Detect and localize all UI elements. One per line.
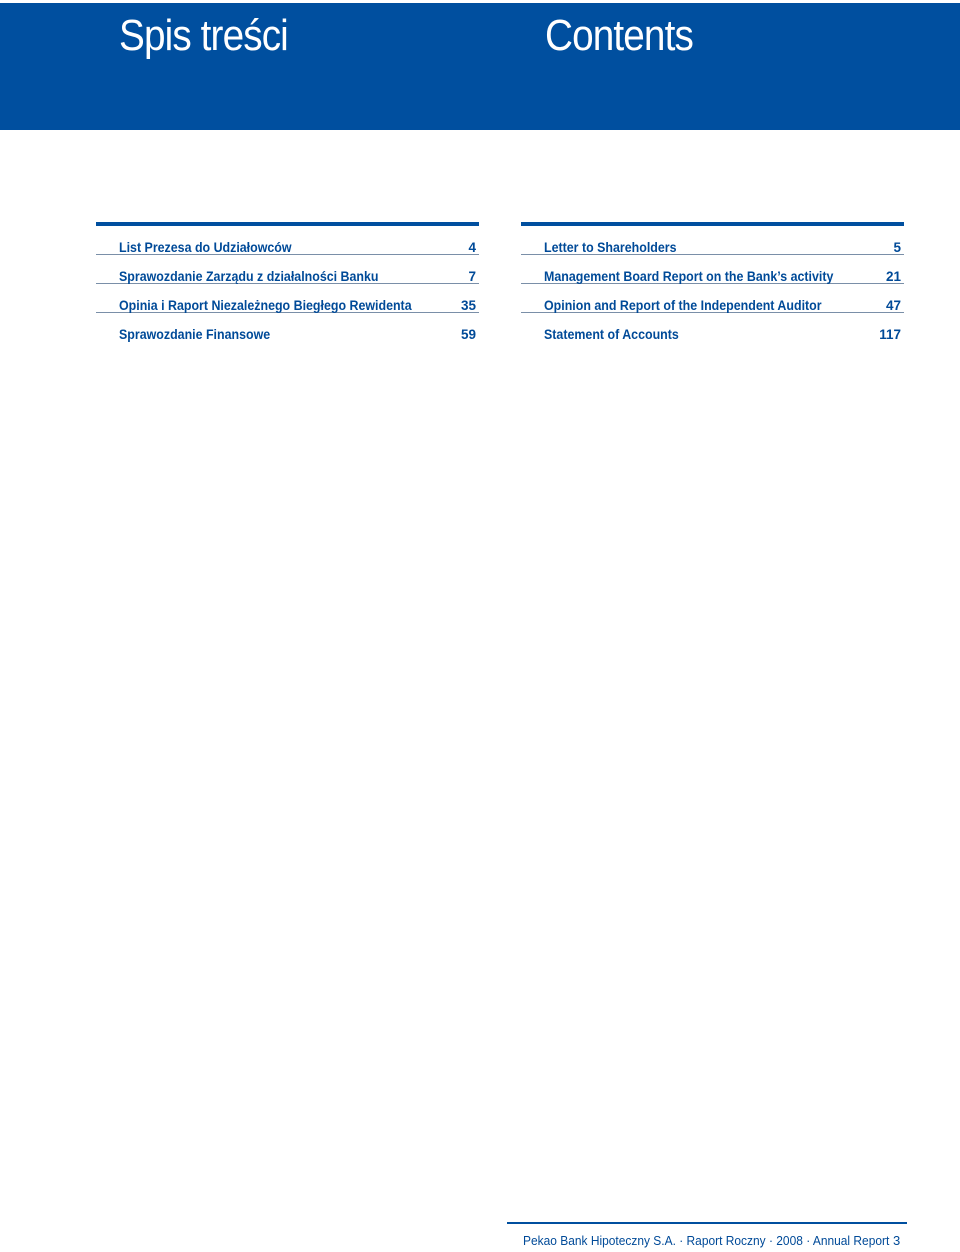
page-title-polish: Spis treści xyxy=(119,11,288,60)
header-band xyxy=(0,3,960,130)
toc-item-label: Sprawozdanie Finansowe xyxy=(119,327,271,342)
footer-divider xyxy=(507,1222,907,1224)
toc-item-page: 4 xyxy=(468,240,476,255)
toc-item-page: 7 xyxy=(468,269,476,284)
toc-item[interactable] xyxy=(96,226,479,255)
page-title-english: Contents xyxy=(545,11,693,60)
toc-item-page: 117 xyxy=(879,327,901,342)
toc-item-page: 35 xyxy=(460,298,476,313)
toc-item-label: Opinia i Raport Niezależnego Biegłego Rewidenta xyxy=(119,298,412,313)
toc-item-label: Statement of Accounts xyxy=(544,327,679,342)
toc-item[interactable] xyxy=(96,255,479,284)
toc-item[interactable] xyxy=(521,226,904,255)
toc-item-label: Management Board Report on the Bank’s activity xyxy=(544,269,834,284)
footer-publication-info: Pekao Bank Hipoteczny S.A. · Raport Roczny · 2008 · Annual Report xyxy=(523,1233,890,1248)
toc-item-label: Letter to Shareholders xyxy=(544,240,677,255)
toc-item[interactable] xyxy=(96,284,479,313)
toc-item-page: 21 xyxy=(885,269,901,284)
toc-item-label: Sprawozdanie Zarządu z działalności Banku xyxy=(119,269,379,284)
toc-item-page: 47 xyxy=(885,298,901,313)
toc-item[interactable] xyxy=(96,313,479,342)
toc-english xyxy=(521,222,904,342)
footer-page-number: 3 xyxy=(893,1233,901,1248)
toc-polish xyxy=(96,222,479,342)
toc-list-polish xyxy=(96,226,479,342)
toc-item-label: List Prezesa do Udziałowców xyxy=(119,240,292,255)
toc-item[interactable] xyxy=(521,313,904,342)
toc-item[interactable] xyxy=(521,255,904,284)
toc-item-page: 59 xyxy=(460,327,476,342)
toc-item[interactable] xyxy=(521,284,904,313)
toc-item-label: Opinion and Report of the Independent Auditor xyxy=(544,298,822,313)
toc-list-english xyxy=(521,226,904,342)
toc-item-page: 5 xyxy=(893,240,901,255)
